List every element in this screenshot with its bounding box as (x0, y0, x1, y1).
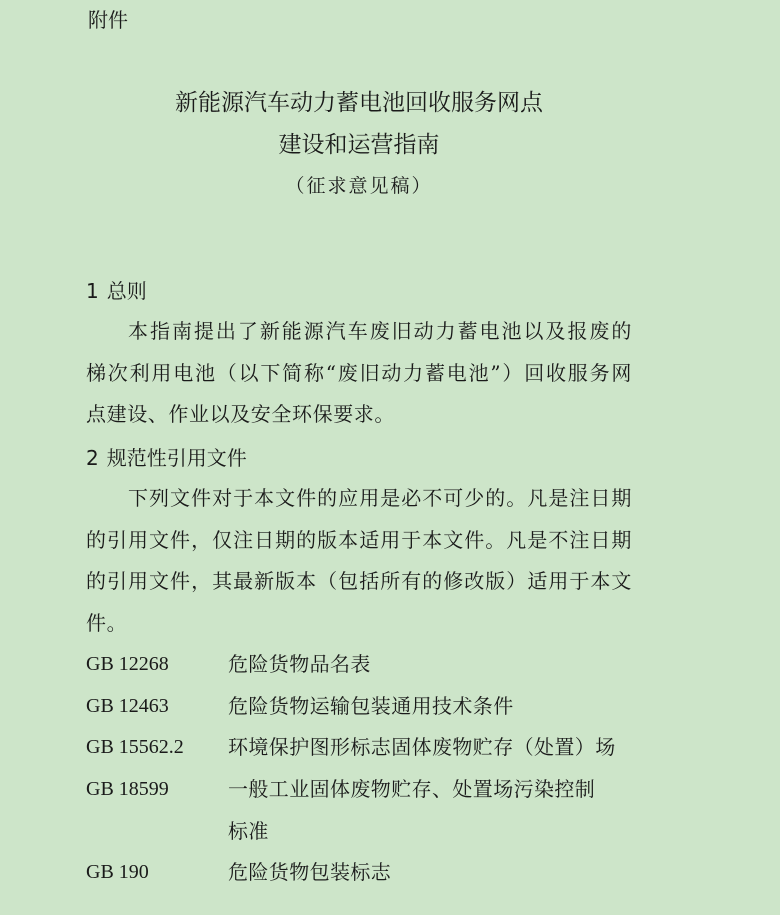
paragraph-line: 件。 (86, 610, 128, 635)
paragraph-line: 的引用文件，其最新版本（包括所有的修改版）适用于本文 (86, 569, 632, 594)
section-1-paragraph (86, 311, 632, 436)
document-title-line-1: 新能源汽车动力蓄电池回收服务网点 (175, 90, 543, 116)
reference-code: GB 18599 (86, 778, 169, 800)
document-title-line-2: 建设和运营指南 (278, 132, 440, 158)
annex-label: 附件 (88, 8, 128, 32)
reference-code: GB 190 (86, 861, 149, 883)
paragraph-line: 点建设、作业以及安全环保要求。 (86, 402, 395, 427)
reference-title: 一般工业固体废物贮存、处置场污染控制 (228, 777, 596, 801)
paragraph-line: 下列文件对于本文件的应用是必不可少的。凡是注日期 (128, 486, 632, 510)
reference-code: GB 15562.2 (86, 736, 184, 758)
paragraph-line: 本指南提出了新能源汽车废旧动力蓄电池以及报废的 (128, 319, 632, 343)
reference-code: GB 12463 (86, 695, 169, 717)
section-1-heading (86, 277, 147, 305)
reference-title: 环境保护图形标志固体废物贮存（处置）场 (228, 735, 616, 759)
reference-code: GB 12268 (86, 653, 169, 675)
reference-title: 危险货物运输包装通用技术条件 (228, 694, 514, 718)
reference-title: 危险货物包装标志 (228, 860, 392, 884)
reference-title: 危险货物品名表 (228, 652, 371, 676)
section-1-number: 1 (86, 279, 99, 303)
document-subtitle: （征求意见稿） (285, 175, 433, 197)
section-2-number: 2 (86, 446, 99, 470)
section-1-title: 总则 (106, 279, 147, 303)
section-2-heading (86, 444, 247, 472)
paragraph-line: 的引用文件，仅注日期的版本适用于本文件。凡是不注日期 (86, 527, 632, 552)
paragraph-line: 梯次利用电池（以下简称“废旧动力蓄电池”）回收服务网 (86, 360, 632, 385)
section-2-paragraph (86, 478, 632, 644)
reference-title-continuation: 标准 (228, 819, 269, 843)
section-2-title: 规范性引用文件 (106, 446, 247, 470)
